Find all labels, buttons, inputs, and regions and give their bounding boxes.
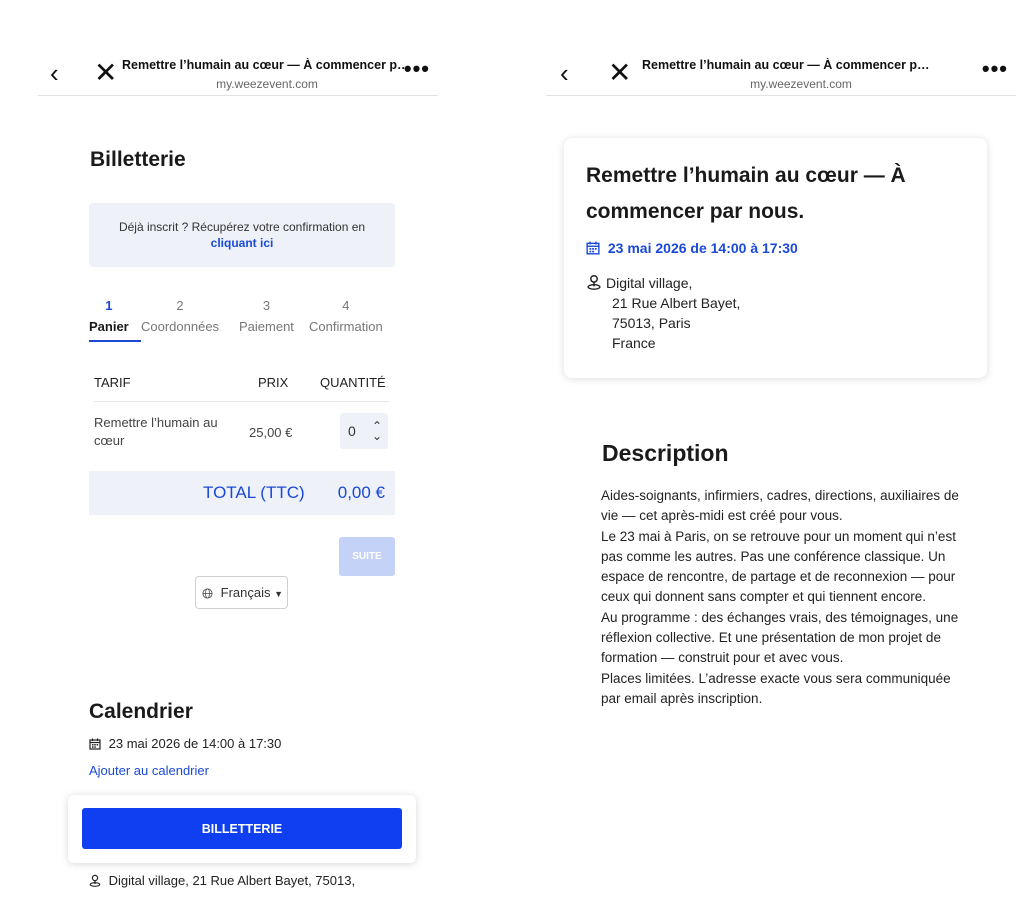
language-select[interactable]: [195, 576, 288, 609]
active-step-indicator: [89, 340, 141, 342]
ticketing-screen: [0, 0, 470, 906]
total-value: 0,00 €: [337, 483, 385, 502]
description-paragraph: Au programme : des échanges vrais, des témoignages, une réflexion collective. Et une présentation de mon projet de formation — construit pour et avec vous.: [601, 609, 959, 666]
event-address: [89, 873, 355, 888]
step-label: Confirmation: [309, 319, 383, 334]
column-quantity: QUANTITÉ: [320, 375, 386, 390]
back-icon[interactable]: ‹: [50, 58, 59, 88]
ticket-price: 25,00 €: [249, 425, 293, 440]
cta-container: [68, 795, 416, 863]
caret-down-icon: ▼: [274, 589, 284, 599]
add-to-calendar-link[interactable]: Ajouter au calendrier: [89, 763, 209, 778]
total-row: [89, 471, 395, 515]
page-title: Remettre l’humain au cœur — À commencer p…: [642, 58, 930, 72]
step-cart[interactable]: [89, 298, 129, 334]
ticketing-heading: Billetterie: [90, 148, 186, 171]
event-details-screen: [540, 0, 1023, 906]
browser-header: [546, 56, 1016, 96]
location-pin-icon: [586, 275, 606, 291]
total-label: TOTAL (TTC): [203, 483, 305, 502]
description-paragraph: Le 23 mai à Paris, on se retrouve pour un moment qui n’est pas comme les autres. Pas une conférence classique. Un espace de rencontre, de partage et de reconnexion — pour ceux qui donnent sans compter et qui tiennent encore.: [601, 528, 956, 605]
event-address: [586, 273, 740, 353]
event-card: [564, 138, 987, 378]
page-url: my.weezevent.com: [216, 77, 318, 91]
step-label: Coordonnées: [141, 319, 220, 334]
column-price: PRIX: [258, 375, 289, 390]
step-confirmation[interactable]: [309, 298, 383, 334]
close-icon[interactable]: ✕: [608, 57, 632, 88]
address-line-text: Digital village,: [606, 275, 693, 291]
description-body: [601, 486, 967, 709]
quantity-select[interactable]: [340, 413, 388, 449]
chevron-updown-icon: ⌃ ⌄: [371, 419, 382, 443]
step-number: 4: [342, 298, 350, 313]
globe-icon: [202, 585, 221, 600]
calendar-heading: Calendrier: [89, 700, 193, 723]
close-icon[interactable]: ✕: [94, 57, 118, 88]
language-value: Français: [220, 585, 271, 600]
address-line: [586, 273, 740, 293]
column-rate: TARIF: [94, 375, 131, 390]
more-options-icon[interactable]: •••: [403, 56, 430, 81]
address-line: 75013, Paris: [612, 315, 691, 331]
step-label: Panier: [89, 319, 129, 334]
event-date-text: 23 mai 2026 de 14:00 à 17:30: [607, 240, 798, 256]
page-title: Remettre l’humain au cœur — À commencer p…: [122, 58, 410, 72]
step-number: 2: [176, 298, 184, 313]
divider: [94, 401, 390, 402]
event-title: Remettre l’humain au cœur — À commencer par nous.: [586, 164, 906, 223]
description-paragraph: Places limitées. L’adresse exacte vous sera communiquée par email après inscription.: [601, 670, 951, 706]
address-text: Digital village, 21 Rue Albert Bayet, 75013,: [108, 873, 356, 888]
quantity-value: 0: [348, 423, 356, 439]
address-line: France: [612, 335, 656, 351]
browser-header: [38, 56, 438, 96]
description-paragraph: Aides-soignants, infirmiers, cadres, directions, auxiliaires de vie — cet après-midi est créé pour vous.: [601, 488, 959, 524]
step-payment[interactable]: [239, 298, 294, 334]
calendar-icon: [89, 736, 109, 751]
page-url: my.weezevent.com: [750, 77, 852, 91]
checkout-steps: [89, 298, 399, 342]
ticketing-button[interactable]: BILLETTERIE: [82, 808, 402, 849]
step-number: 3: [262, 298, 271, 313]
step-number: 1: [105, 298, 113, 313]
retrieve-confirmation-link[interactable]: cliquant ici: [210, 236, 274, 250]
notice-text: Déjà inscrit ? Récupérez votre confirmation en: [118, 220, 366, 234]
calendar-icon: [586, 240, 608, 256]
step-label: Paiement: [239, 319, 294, 334]
event-date: [586, 240, 798, 256]
address-line: 21 Rue Albert Bayet,: [612, 295, 741, 311]
location-pin-icon: [89, 873, 109, 888]
ticket-name: Remettre l’humain au cœur: [94, 415, 218, 448]
back-icon[interactable]: ‹: [560, 58, 569, 88]
calendar-date: [89, 736, 281, 751]
step-details[interactable]: [141, 298, 219, 334]
next-button[interactable]: SUITE: [339, 537, 395, 576]
calendar-date-text: 23 mai 2026 de 14:00 à 17:30: [108, 736, 282, 751]
more-options-icon[interactable]: •••: [981, 56, 1008, 81]
description-heading: Description: [602, 440, 729, 466]
confirmation-notice: [89, 203, 395, 267]
